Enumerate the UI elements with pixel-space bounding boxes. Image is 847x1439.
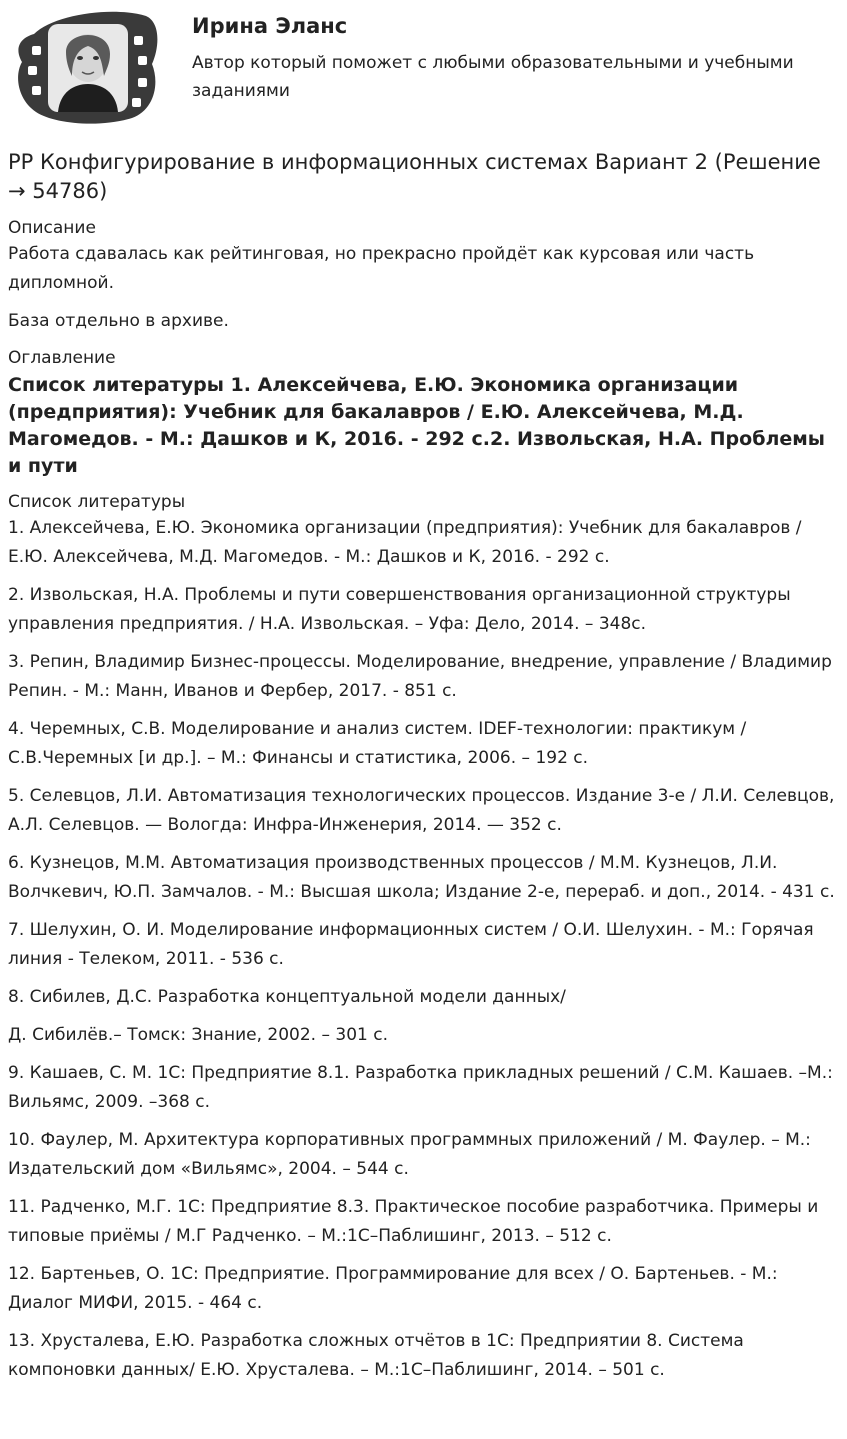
reference-item: 5. Селевцов, Л.И. Автоматизация технологических процессов. Издание 3-е / Л.И. Селевцов, А.Л. Селевцов. — Вологда: Инфра-Инженерия, 2014. — 352 с. [8,786,835,835]
toc-text: Список литературы 1. Алексейчева, Е.Ю. Экономика организации (предприятия): Учебник для бакалавров / Е.Ю. Алексейчева, М.Д. Магомедов. - М.: Дашков и К, 2016. - 292 с.2. Извольская, Н.А. Проблемы и пути [8,374,825,477]
reference-item: 10. Фаулер, М. Архитектура корпоративных программных приложений / М. Фаулер. – М.: Издательский дом «Вильямс», 2004. – 544 с. [8,1130,811,1179]
references-list [8,514,839,1385]
reference-item: 9. Кашаев, С. М. 1С: Предприятие 8.1. Разработка прикладных решений / С.М. Кашаев. –М.: Вильямс, 2009. –368 с. [8,1063,833,1112]
author-avatar[interactable] [14,6,160,126]
description-paragraph: База отдельно в архиве. [8,311,229,331]
description-paragraph: Работа сдавалась как рейтинговая, но прекрасно пройдёт как курсовая или часть дипломной. [8,244,755,293]
reference-item: 7. Шелухин, О. И. Моделирование информационных систем / О.И. Шелухин. - М.: Горячая линия - Телеком, 2011. - 536 с. [8,920,814,969]
film-frame-icon [18,12,157,124]
reference-item: 4. Черемных, С.В. Моделирование и анализ систем. IDEF-технологии: практикум / С.В.Черемных [и др.]. – М.: Финансы и статистика, 2006. – 192 с. [8,719,747,768]
work-title: РР Конфигурирование в информационных системах Вариант 2 (Решение → 54786) [8,150,821,203]
toc-label: Оглавление [8,348,116,368]
reference-item: 6. Кузнецов, М.М. Автоматизация производственных процессов / М.М. Кузнецов, Л.И. Волчкевич, Ю.П. Замчалов. - М.: Высшая школа; Издание 2-е, перераб. и доп., 2014. - 431 с. [8,853,835,902]
author-name[interactable]: Ирина Эланс [192,14,348,38]
reference-item: 1. Алексейчева, Е.Ю. Экономика организации (предприятия): Учебник для бакалавров / Е.Ю. Алексейчева, М.Д. Магомедов. - М.: Дашков и К, 2016. - 292 с. [8,518,802,567]
reference-item: 2. Извольская, Н.А. Проблемы и пути совершенствования организационной структуры управления предприятия. / Н.А. Извольская. – Уфа: Дело, 2014. – 348с. [8,585,791,634]
author-card [8,0,839,130]
reference-item: 3. Репин, Владимир Бизнес-процессы. Моделирование, внедрение, управление / Владимир Репин. - М.: Манн, Иванов и Фербер, 2017. - 851 с. [8,652,832,701]
reference-item: 13. Хрусталева, Е.Ю. Разработка сложных отчётов в 1С: Предприятии 8. Система компоновки данных/ Е.Ю. Хрусталева. – М.:1С–Паблишинг, 2014. – 501 с. [8,1331,744,1380]
author-description: Автор который поможет с любыми образовательными и учебными заданиями [192,53,794,101]
reference-item: 11. Радченко, М.Г. 1С: Предприятие 8.3. Практическое пособие разработчика. Примеры и типовые приёмы / М.Г Радченко. – М.:1С–Паблишинг, 2013. – 512 с. [8,1197,819,1246]
reference-item: 12. Бартеньев, О. 1С: Предприятие. Программирование для всех / О. Бартеньев. - М.: Диалог МИФИ, 2015. - 464 с. [8,1264,778,1313]
description-label: Описание [8,218,96,238]
reference-item: Д. Сибилёв.– Томск: Знание, 2002. – 301 с. [8,1025,388,1045]
reference-item: 8. Сибилев, Д.С. Разработка концептуальной модели данных/ [8,987,566,1007]
references-label: Список литературы [8,492,186,512]
